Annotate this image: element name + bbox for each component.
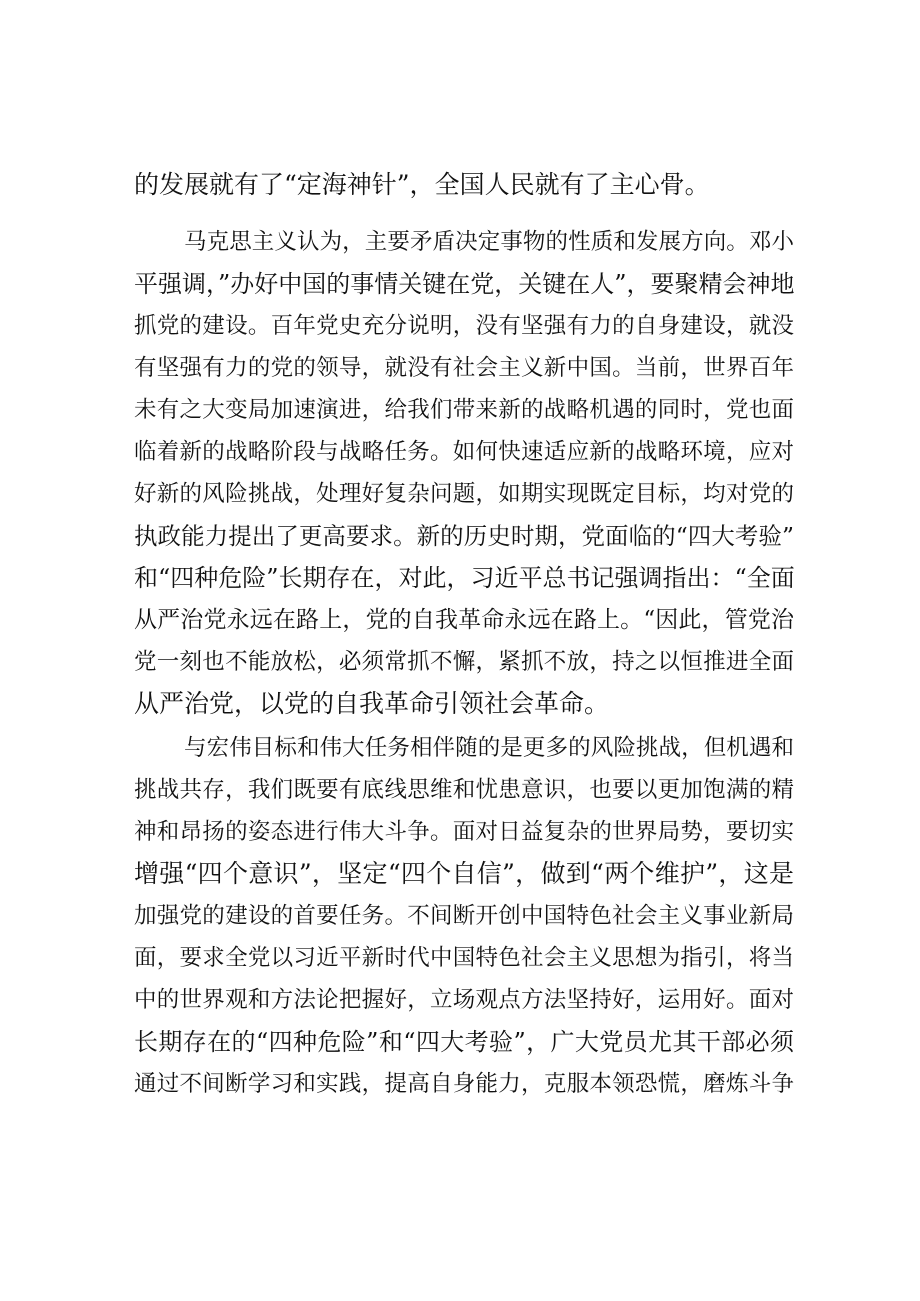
paragraph-2-line: 临着新的战略阶段与战略任务。如何快速适应新的战略环境，应对: [134, 439, 794, 465]
paragraph-3-line: 加强党的建设的首要任务。不间断开创中国特色社会主义事业新局: [134, 903, 794, 929]
paragraph-3-line: 增强“四个意识”，坚定“四个自信”，做到“两个维护”，这是: [134, 859, 794, 888]
paragraph-2-line: 从严治党永远在路上，党的自我革命永远在路上。“因此，管党治: [134, 607, 794, 633]
paragraph-1-line: 的发展就有了“定海神针”，全国人民就有了主心骨。: [134, 170, 710, 199]
paragraph-3-line: 面，要求全党以习近平新时代中国特色社会主义思想为指引，将当: [134, 945, 794, 971]
paragraph-2: [134, 221, 794, 725]
paragraph-2-line: 未有之大变局加速演进，给我们带来新的战略机遇的同时，党也面: [134, 397, 794, 423]
paragraph-2-line: 有坚强有力的党的领导，就没有社会主义新中国。当前，世界百年: [134, 355, 794, 381]
paragraph-2-line: 执政能力提出了更高要求。新的历史时期，党面临的“四大考验”: [134, 522, 794, 550]
paragraph-3: [134, 727, 794, 1105]
paragraph-2-line: 抓党的建设。百年党史充分说明，没有坚强有力的自身建设，就没: [134, 313, 794, 339]
paragraph-3-line: 挑战共存，我们既要有底线思维和忧患意识，也要以更加饱满的精: [134, 777, 794, 803]
paragraph-2-line: 党一刻也不能放松，必须常抓不懈，紧抓不放，持之以恒推进全面: [134, 649, 794, 675]
paragraph-3-line: 中的世界观和方法论把握好，立场观点方法坚持好，运用好。面对: [134, 987, 794, 1013]
paragraph-2-line: 从严治党，以党的自我革命引领社会革命。: [134, 689, 610, 718]
paragraph-3-line: 长期存在的“四种危险”和“四大考验”，广大党员尤其干部必须: [134, 1028, 794, 1056]
paragraph-2-line: 马克思主义认为，主要矛盾决定事物的性质和发展方向。邓小: [184, 229, 794, 255]
paragraph-3-line: 通过不间断学习和实践，提高自身能力，克服本领恐慌，磨炼斗争: [134, 1071, 794, 1097]
paragraph-2-line: 好新的风险挑战，处理好复杂问题，如期实现既定目标，均对党的: [134, 481, 794, 507]
paragraph-3-line: 神和昂扬的姿态进行伟大斗争。面对日益复杂的世界局势，要切实: [134, 819, 794, 845]
paragraph-3-line: 与宏伟目标和伟大任务相伴随的是更多的风险挑战，但机遇和: [184, 735, 794, 761]
paragraph-2-line: 平强调，”办好中国的事情关键在党，关键在人”，要聚精会神地: [134, 270, 795, 298]
paragraph-1: [134, 164, 794, 206]
paragraph-2-line: 和“四种危险”长期存在，对此，习近平总书记强调指出：“全面: [134, 564, 795, 592]
